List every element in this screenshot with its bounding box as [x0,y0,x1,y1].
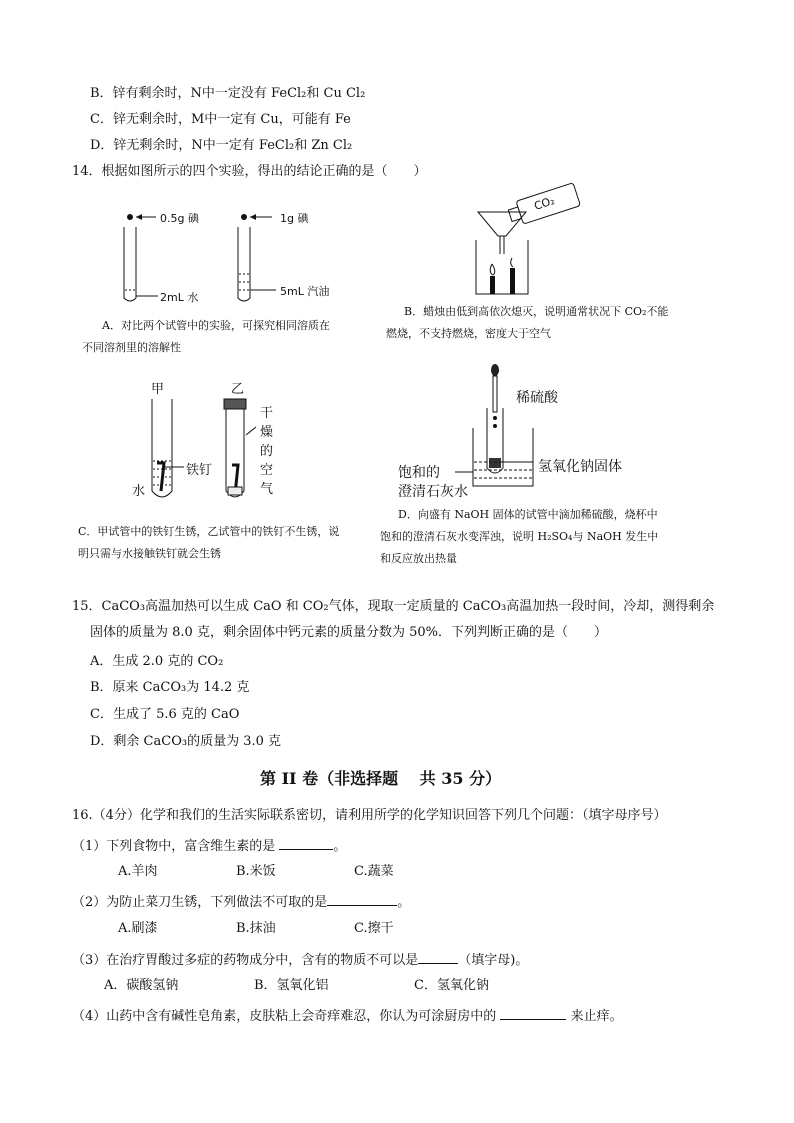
q16-sub2-option-c: C.擦干 [354,921,394,936]
candle-low [490,276,495,294]
caption-a-line1: A．对比两个试管中的实验，可探究相同溶质在 [102,319,330,332]
q13-option-b: B．锌有剩余时，N中一定没有 FeCl₂和 Cu Cl₂ [90,86,366,101]
dropper-tube [493,376,497,412]
iodine-dot-2 [241,214,247,220]
label-dry-air: 干 燥 的 空 气 [260,406,274,497]
answer-blank-3[interactable] [418,949,458,964]
label-jia: 甲 [151,382,165,397]
q16-sub3-option-c: C．氢氧化钠 [414,978,489,993]
label-iodine-1g: 1g 碘 [280,212,309,225]
label-water-c: 水 [132,484,146,499]
q13-option-d: D．锌无剩余时，N中一定有 FeCl₂和 Zn Cl₂ [90,138,353,153]
q16-sub2-option-b: B.抹油 [236,921,276,936]
q13-option-c: C．锌无剩余时，M中一定有 Cu，可能有 Fe [90,112,351,127]
q16-sub1-option-b: B.米饭 [236,864,276,879]
q16-sub1: （1）下列食物中，富含维生素的是 。 [72,835,346,856]
q15-option-d: D．剩余 CaCO₃的质量为 3.0 克 [90,734,282,749]
q16-sub4: （4）山药中含有碱性皂角素，皮肤粘上会奇痒难忍，你认为可涂厨房中的 来止痒。 [72,1005,623,1026]
caption-c-line1: C．甲试管中的铁钉生锈，乙试管中的铁钉不生锈，说 [78,525,340,538]
label-iron-nail: 铁钉 [186,463,213,478]
q15-option-b: B．原来 CaCO₃为 14.2 克 [90,680,250,695]
answer-blank-2[interactable] [327,891,397,906]
caption-b-line1: B．蜡烛由低到高依次熄灭，说明通常状况下 CO₂不能 [404,305,669,318]
q16-sub1-option-a: A.羊肉 [118,864,158,879]
caption-d-line3: 和反应放出热量 [380,552,457,565]
label-dilute-sulfuric-acid: 稀硫酸 [516,390,558,406]
q14-stem: 14．根据如图所示的四个实验，得出的结论正确的是（ ） [72,164,427,179]
q16-sub3-option-b: B．氢氧化铝 [254,978,329,993]
answer-blank-1[interactable] [279,835,333,850]
label-limewater: 澄清石灰水 [398,484,468,500]
iodine-dot-1 [127,214,133,220]
q15-option-c: C．生成了 5.6 克的 CaO [90,707,240,722]
q16-sub2-option-a: A.刷漆 [118,921,158,936]
q16-stem: 16.（4分）化学和我们的生活实际联系密切，请利用所学的化学知识回答下列几个问题：（填字母序号） [72,808,667,823]
q15-stem-line1: 15．CaCO₃高温加热可以生成 CaO 和 CO₂气体，现取一定质量的 CaCO₃高温加热一段时间，冷却，测得剩余 [72,599,715,614]
label-saturated: 饱和的 [398,465,440,481]
caption-d-line2: 饱和的澄清石灰水变浑浊，说明 H₂SO₄与 NaOH 发生中 [380,530,659,543]
co2-bottle-label: CO₂ [532,194,557,213]
dropper-bulb [491,364,499,376]
answer-blank-4[interactable] [500,1005,566,1020]
label-yi: 乙 [231,382,245,397]
candle-high [510,268,515,294]
label-naoh-solid: 氢氧化钠固体 [538,459,622,475]
q16-sub3-option-a: A．碳酸氢钠 [104,978,179,993]
figure-b-co2-candles [460,182,590,297]
q16-sub3: （3）在治疗胃酸过多症的药物成分中，含有的物质不可以是 （填字母)。 [72,949,528,970]
label-gasoline-5ml: 5mL 汽油 [280,285,330,298]
caption-d-line1: D．向盛有 NaOH 固体的试管中滴加稀硫酸，烧杯中 [398,508,658,521]
label-water-2ml: 2mL 水 [160,291,199,304]
beaker [476,240,528,294]
label-iodine-05g: 0.5g 碘 [160,212,199,225]
q15-option-a: A．生成 2.0 克的 CO₂ [90,654,224,669]
q16-sub1-option-c: C.蔬菜 [354,864,394,879]
q15-stem-line2: 固体的质量为 8.0 克，剩余固体中钙元素的质量分数为 50%．下列判断正确的是（ ） [90,625,607,640]
section-title: 第 II 卷（非选择题 共 35 分） [260,769,502,788]
caption-b-line2: 燃烧，不支持燃烧，密度大于空气 [386,327,551,340]
caption-c-line2: 明只需与水接触铁钉就会生锈 [78,547,221,560]
q16-sub2: （2）为防止菜刀生锈，下列做法不可取的是 。 [72,891,410,912]
stopper-yi [224,399,246,409]
caption-a-line2: 不同溶剂里的溶解性 [82,341,181,354]
figure-c-iron-nails [140,395,260,505]
